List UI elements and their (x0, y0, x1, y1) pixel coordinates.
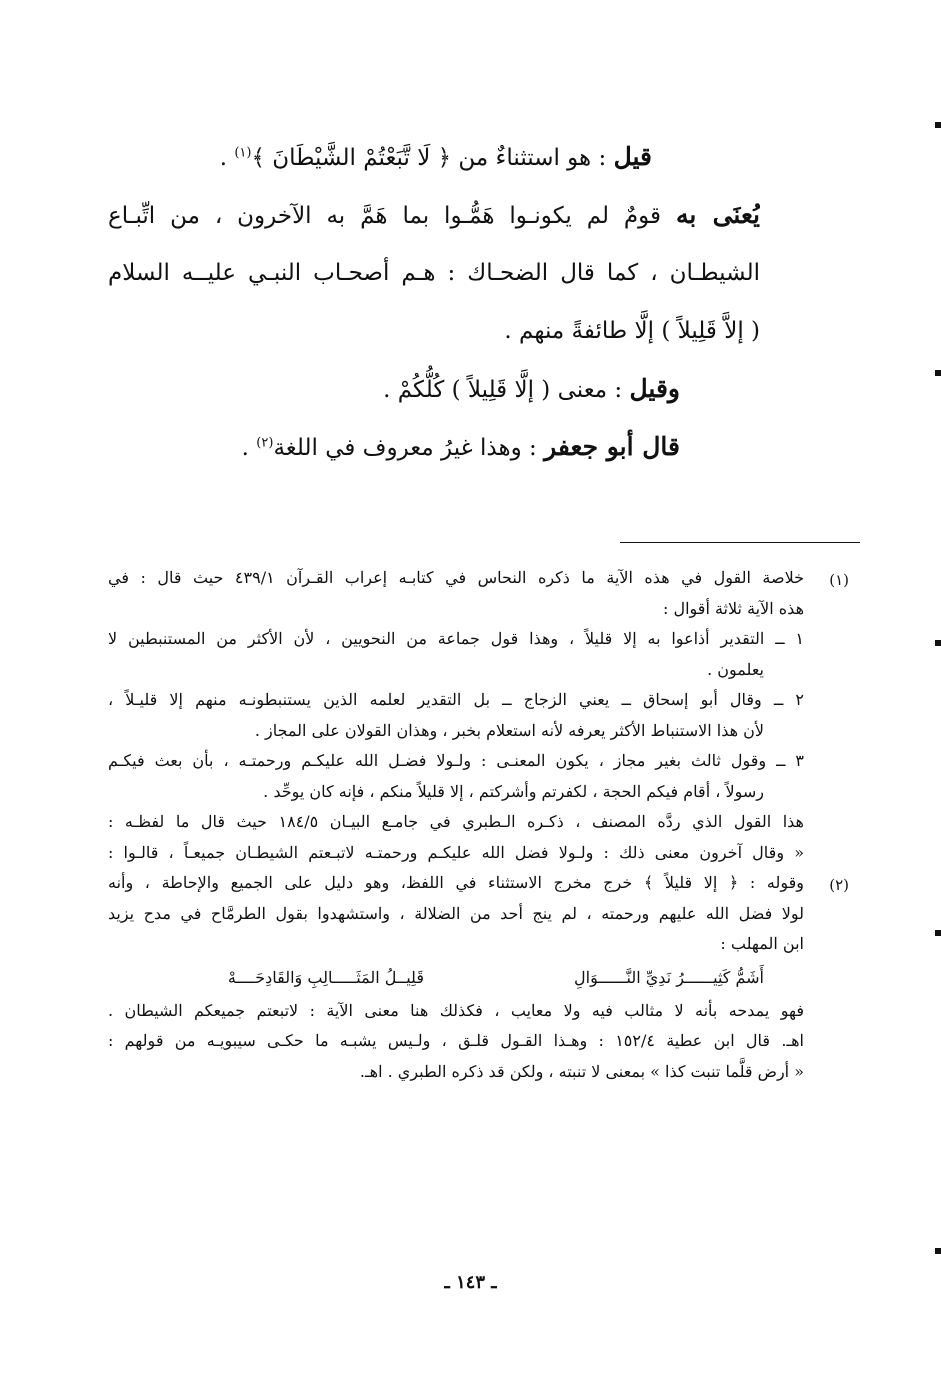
main-text-run: : هو استثناءٌ من ﴿ لَا تَّبَعْتُمْ الشَّيْطَانَ ﴾ (251, 145, 614, 171)
main-text-run: : وهذا غيرُ معروف في اللغة (273, 435, 545, 461)
footnote-line: رسولاً ، أقام فيكم الحجة ، لكفرتم وأشركتم ، إلا قليلاً منكم ، فإنه كان يوحِّد . (263, 781, 764, 801)
scan-edge-mark (935, 930, 941, 936)
lead-word: يُعنَى به (675, 200, 760, 229)
scan-edge-mark (935, 122, 941, 128)
footnote-line: اهـ. قال ابن عطية ١٥٢/٤ : وهـذا القـول قلـق ، ولـيس يشبـه ما حكـى سيبويـه من قولهم : (108, 1031, 804, 1050)
main-line-6 (108, 418, 760, 476)
footnote-line: هذا القول الذي ردَّه المصنف ، ذكـره الـطبري في جامـع البيـان ١٨٤/٥ حيث قال ما لفظـه : (108, 812, 804, 831)
footnote-line: فهو يمدحه بأنه لا مثالب فيه ولا معايب ، فكذلك هنا معنى الآية : لاتبعتم جميعكم الشيطان . (108, 1000, 804, 1020)
footnote-marker-2: (٢) (829, 876, 849, 894)
main-text (108, 128, 760, 476)
main-line-2 (108, 186, 760, 244)
main-text-end: . (219, 145, 235, 171)
scan-edge-mark (935, 1248, 941, 1254)
footnote-line: ٢ ــ وقال أبو إسحاق ــ يعني الزجاج ــ بل التقدير لعلمه الذين يستنبطونـه منهم إلا قليـلاً ، (108, 690, 804, 709)
scan-edge-mark (935, 640, 941, 646)
lead-word: وقيل (629, 374, 680, 403)
footnote-line: هذه الآية ثلاثة أقوال : (662, 598, 804, 618)
main-text-end: . (241, 435, 257, 461)
main-text-run: قومٌ لم يكونـوا هَمُّـوا بما هَمَّ به الآخرون ، من اتِّبـاع (108, 203, 676, 229)
footnote-line: لأن هذا الاستنباط الأكثر يعرفه لأنه استعلام بخبر ، وهذان القولان على المجاز . (254, 720, 764, 740)
lead-word: قال أبو جعفر (544, 432, 680, 461)
main-line-3: الشيطـان ، كما قال الضحـاك : هـم أصحـاب النبـي عليــه السلام (108, 260, 760, 286)
footnote-line: ابن المهلب : (720, 934, 804, 953)
footnote-line: « وقال آخرون معنى ذلك : ولـولا فضل الله عليكـم ورحمتـه لاتبـعتم الشيطـان جميعـاً ، قالـوا : (108, 842, 804, 862)
page-number: ـ ١٤٣ ـ (444, 1272, 497, 1293)
footnotes (108, 563, 804, 1087)
footnote-line: وقوله : ﴿ إلا قليلاً ﴾ خرج مخرج الاستثناء في اللفظ، وهو دليل على الجميع والإحاطة ، وأنه (108, 873, 804, 892)
footnote-ref-1: (١) (234, 145, 252, 161)
footnote-line: ١ ــ التقدير أذاعوا به إلا قليلاً ، وهذا قول جماعة من النحويين ، لأن الأكثر من المستنبطين لا (108, 629, 804, 648)
verse-hemistich-right: أَشَمُّ كَثِيــــــرُ نَدِيِّ النَّــــــوَالِ (574, 967, 764, 987)
main-text-run: : معنى ( إلَّا قَلِيلاً ) كُلُّكُمْ . (383, 377, 630, 403)
footnote-line: ٣ ــ وقول ثالث بغير مجاز ، يكون المعنـى : ولـولا فضـل الله عليكـم ورحمتـه ، بأن بعث فيكـم (108, 751, 804, 770)
footnote-ref-2: (٢) (256, 435, 274, 451)
verse-hemistich-left: قَلِيــلُ المَثَـــــالِبِ وَالقَادِحَــــهْ (227, 967, 424, 987)
footnote-separator (620, 542, 860, 543)
main-line-4: ( إلاَّ قَلِيلاً ) إلَّا طائفةً منهم . (504, 318, 760, 344)
footnote-line: يعلمون . (707, 659, 764, 679)
main-line-1 (108, 128, 760, 186)
scan-edge-mark (935, 370, 941, 376)
poetry-verse (108, 960, 804, 996)
footnote-marker-1: (١) (829, 571, 849, 589)
lead-word: قيل (613, 142, 652, 171)
footnote-line: خلاصة القول في هذه الآية ما ذكره النحاس في كتابـه إعراب القـرآن ٤٣٩/١ حيث قال : في (108, 568, 804, 587)
main-line-5 (108, 360, 760, 418)
footnote-line: « أرض قلَّما تنبت كذا » بمعنى لا تنبته ، ولكن قد ذكره الطبري . اهـ. (359, 1061, 804, 1081)
footnote-line: لولا فضل الله عليهم ورحمته ، لم ينج أحد من الضلالة ، واستشهدوا بقول الطرمَّاح في مدح يزيد (108, 903, 804, 923)
